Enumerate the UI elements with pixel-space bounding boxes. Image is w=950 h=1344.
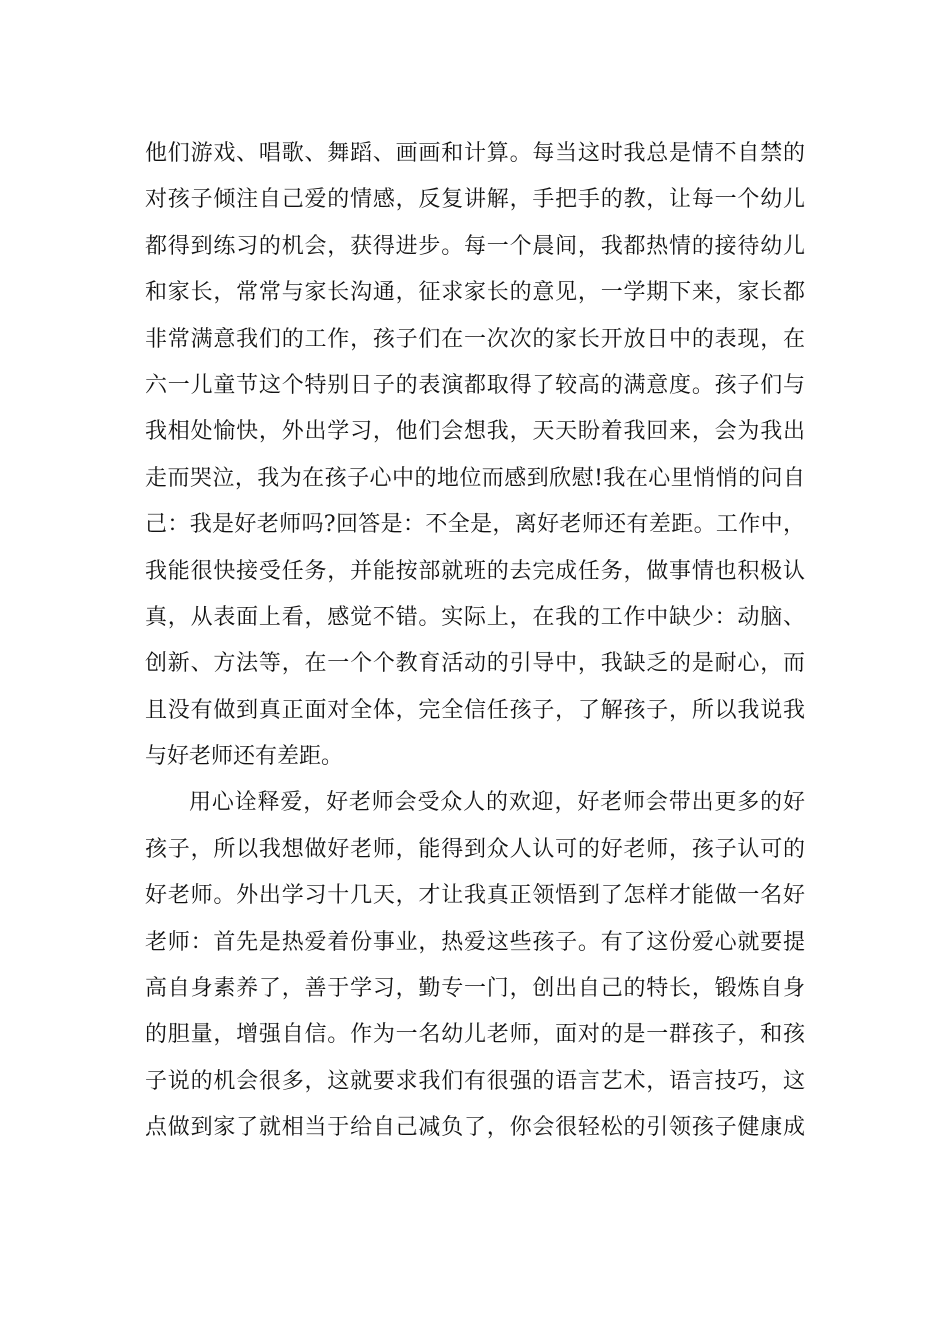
paragraph-2-line: 好老师。外出学习十几天，才让我真正领悟到了怎样才能做一名好 <box>145 883 805 909</box>
paragraph-1-line: 我能很快接受任务，并能按部就班的去完成任务，做事情也积极认 <box>145 558 805 584</box>
paragraph-2-line: 老师：首先是热爱着份事业，热爱这些孩子。有了这份爱心就要提 <box>145 929 805 955</box>
paragraph-2-line: 的胆量，增强自信。作为一名幼儿老师，面对的是一群孩子，和孩 <box>145 1022 805 1048</box>
paragraph-1-line: 与好老师还有差距。 <box>145 744 344 770</box>
paragraph-2-line: 孩子，所以我想做好老师，能得到众人认可的好老师，孩子认可的 <box>145 836 805 862</box>
paragraph-1-line: 真，从表面上看，感觉不错。实际上，在我的工作中缺少：动脑、 <box>145 604 805 630</box>
paragraph-1-line: 都得到练习的机会，获得进步。每一个晨间，我都热情的接待幼儿 <box>145 233 805 259</box>
body-text <box>145 131 805 1152</box>
paragraph-1-line: 己：我是好老师吗?回答是：不全是，离好老师还有差距。工作中， <box>145 512 805 538</box>
paragraph-2-line: 点做到家了就相当于给自己减负了，你会很轻松的引领孩子健康成 <box>145 1115 805 1141</box>
paragraph-2-line: 用心诠释爱，好老师会受众人的欢迎，好老师会带出更多的好 <box>189 790 805 816</box>
paragraph-1-line: 我相处愉快，外出学习，他们会想我，天天盼着我回来，会为我出 <box>145 419 805 445</box>
paragraph-1-line: 和家长，常常与家长沟通，征求家长的意见，一学期下来，家长都 <box>145 280 805 306</box>
paragraph-1-line: 且没有做到真正面对全体，完全信任孩子，了解孩子，所以我说我 <box>145 697 805 723</box>
paragraph-2-line: 高自身素养了，善于学习，勤专一门，创出自己的特长，锻炼自身 <box>145 976 805 1002</box>
paragraph-1-line: 走而哭泣，我为在孩子心中的地位而感到欣慰!我在心里悄悄的问自 <box>145 465 805 491</box>
paragraph-1-line: 对孩子倾注自己爱的情感，反复讲解，手把手的教，让每一个幼儿 <box>145 187 805 213</box>
paragraph-1-line: 非常满意我们的工作，孩子们在一次次的家长开放日中的表现，在 <box>145 326 805 352</box>
paragraph-2-line: 子说的机会很多，这就要求我们有很强的语言艺术，语言技巧，这 <box>145 1068 805 1094</box>
paragraph-1-line: 创新、方法等，在一个个教育活动的引导中，我缺乏的是耐心，而 <box>145 651 805 677</box>
paragraph-1-line: 他们游戏、唱歌、舞蹈、画画和计算。每当这时我总是情不自禁的 <box>145 141 805 166</box>
paragraph-1-line: 六一儿童节这个特别日子的表演都取得了较高的满意度。孩子们与 <box>145 372 805 398</box>
